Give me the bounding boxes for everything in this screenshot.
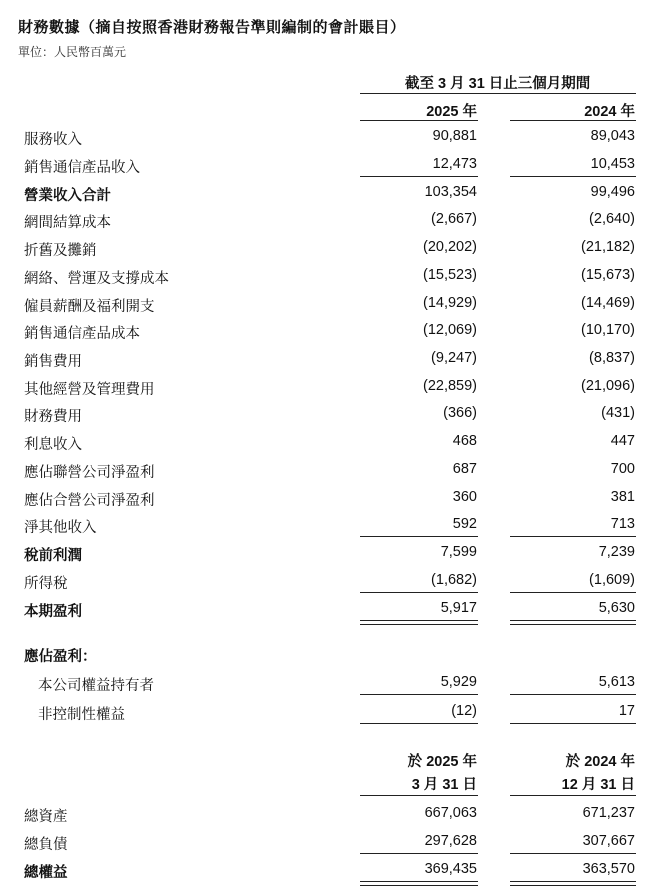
subtotal-rule-2 (510, 723, 636, 724)
value-2025: (366) (443, 405, 477, 421)
total-double-rule-2 (510, 620, 636, 625)
value-2024: 671,237 (582, 805, 635, 821)
value-2024: (1,609) (589, 572, 635, 588)
bs-col2-line1: 於 2024 年 (565, 754, 635, 770)
row-label: 銷售通信產品收入 (24, 160, 140, 176)
value-2024: 700 (610, 461, 635, 477)
row-label: 網絡、營運及支撐成本 (24, 271, 169, 287)
row-label: 所得稅 (24, 576, 68, 592)
value-2024: (15,673) (580, 267, 635, 283)
value-2025: (20,202) (422, 239, 477, 255)
value-2025: (12,069) (422, 322, 477, 338)
value-2024: (21,096) (580, 378, 635, 394)
value-2024: (431) (601, 405, 635, 421)
value-2024: (10,170) (580, 322, 635, 338)
value-2025: 297,628 (424, 833, 477, 849)
value-2025: 687 (452, 461, 477, 477)
total-double-rule-1 (360, 620, 478, 625)
value-2024: 713 (610, 516, 635, 532)
value-2025: 12,473 (432, 156, 477, 172)
subtotal-rule-1 (360, 592, 478, 593)
row-label: 服務收入 (24, 132, 82, 148)
value-2025: 90,881 (432, 128, 477, 144)
subtotal-rule-1 (360, 176, 478, 177)
col-header-2024: 2024 年 (584, 104, 635, 120)
value-2025: (12) (451, 703, 477, 719)
row-label: 總負債 (24, 837, 68, 853)
bs-col1-line2: 3 月 31 日 (411, 777, 477, 793)
value-2024: (2,640) (589, 211, 635, 227)
value-2025: (22,859) (422, 378, 477, 394)
subtotal-rule-2 (510, 853, 636, 854)
subtotal-rule-2 (510, 592, 636, 593)
col-header-rule-2 (510, 120, 636, 121)
value-2025: 369,435 (424, 861, 477, 877)
value-2024: 89,043 (590, 128, 635, 144)
attributable-heading: 應佔盈利： (24, 649, 97, 665)
row-label: 僱員薪酬及福利開支 (24, 299, 155, 315)
value-2024: 5,630 (598, 600, 635, 616)
row-label: 應佔合營公司淨盈利 (24, 493, 155, 509)
value-2024: 447 (610, 433, 635, 449)
report-title: 財務數據（摘自按照香港財務報告準則編制的會計賬目） (18, 19, 406, 36)
subtotal-rule-1 (360, 694, 478, 695)
bs-header-rule-1 (360, 795, 478, 796)
row-label: 本期盈利 (24, 604, 82, 620)
value-2024: 381 (610, 489, 635, 505)
row-label: 營業收入合計 (24, 188, 111, 204)
row-label: 財務費用 (24, 409, 82, 425)
row-label: 銷售費用 (24, 354, 82, 370)
value-2024: 99,496 (590, 184, 635, 200)
row-label: 應佔聯營公司淨盈利 (24, 465, 155, 481)
value-2024: 10,453 (590, 156, 635, 172)
total-double-rule-1 (360, 881, 478, 886)
subtotal-rule-1 (360, 853, 478, 854)
col-header-2025: 2025 年 (426, 104, 477, 120)
value-2025: 667,063 (424, 805, 477, 821)
period-header-rule (360, 93, 636, 94)
value-2025: 468 (452, 433, 477, 449)
value-2024: 17 (618, 703, 635, 719)
bs-header-rule-2 (510, 795, 636, 796)
row-label: 總資產 (24, 809, 68, 825)
bs-col2-line2: 12 月 31 日 (561, 777, 635, 793)
value-2025: 7,599 (440, 544, 477, 560)
value-2025: 592 (452, 516, 477, 532)
subtotal-rule-1 (360, 723, 478, 724)
subtotal-rule-2 (510, 536, 636, 537)
row-label: 利息收入 (24, 437, 82, 453)
value-2024: (14,469) (580, 295, 635, 311)
row-label: 本公司權益持有者 (38, 678, 154, 694)
row-label: 稅前利潤 (24, 548, 82, 564)
value-2024: (8,837) (589, 350, 635, 366)
period-header: 截至 3 月 31 日止三個月期間 (405, 76, 591, 92)
value-2025: (14,929) (422, 295, 477, 311)
value-2024: (21,182) (580, 239, 635, 255)
value-2025: 5,929 (440, 674, 477, 690)
col-header-rule-1 (360, 120, 478, 121)
row-label: 非控制性權益 (38, 707, 125, 723)
value-2025: (1,682) (431, 572, 477, 588)
value-2025: 5,917 (440, 600, 477, 616)
row-label: 淨其他收入 (24, 520, 97, 536)
value-2024: 7,239 (598, 544, 635, 560)
value-2025: 103,354 (424, 184, 477, 200)
subtotal-rule-2 (510, 694, 636, 695)
row-label: 銷售通信產品成本 (24, 326, 140, 342)
value-2024: 307,667 (582, 833, 635, 849)
row-label: 其他經營及管理費用 (24, 382, 155, 398)
row-label: 總權益 (24, 865, 68, 881)
value-2025: (2,667) (431, 211, 477, 227)
value-2024: 363,570 (582, 861, 635, 877)
value-2024: 5,613 (598, 674, 635, 690)
value-2025: (9,247) (431, 350, 477, 366)
row-label: 網間結算成本 (24, 215, 111, 231)
total-double-rule-2 (510, 881, 636, 886)
value-2025: (15,523) (422, 267, 477, 283)
row-label: 折舊及攤銷 (24, 243, 97, 259)
value-2025: 360 (452, 489, 477, 505)
subtotal-rule-1 (360, 536, 478, 537)
unit-label: 單位：人民幣百萬元 (18, 45, 127, 59)
bs-col1-line1: 於 2025 年 (407, 754, 477, 770)
subtotal-rule-2 (510, 176, 636, 177)
